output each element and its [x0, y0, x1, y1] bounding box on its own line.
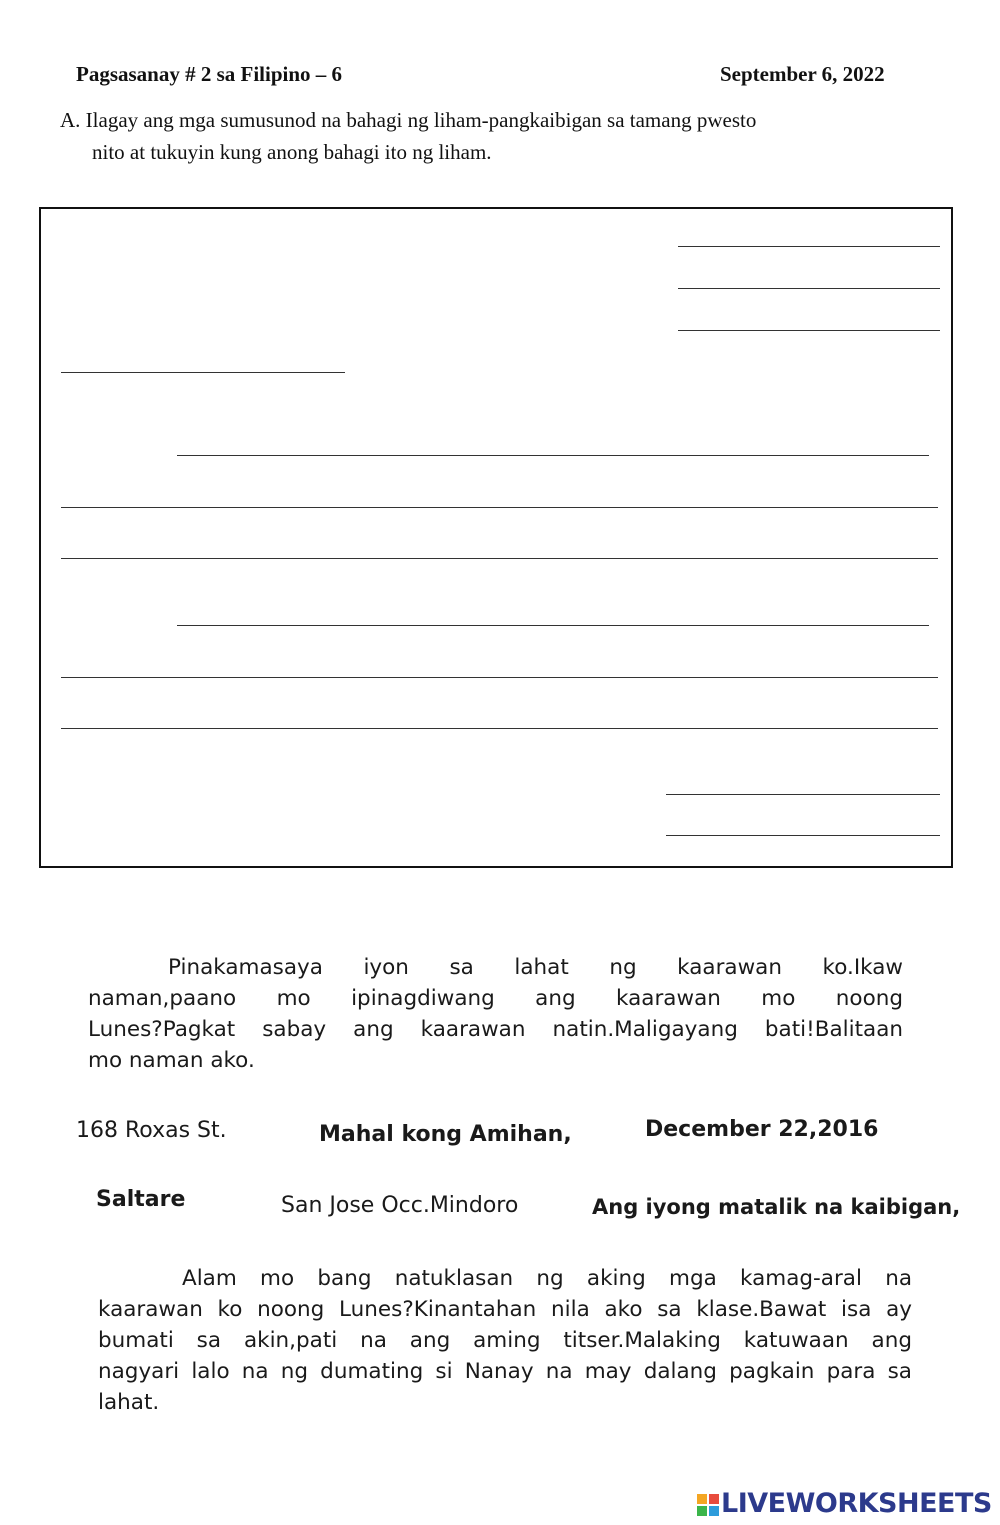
choice-letter-date[interactable]: December 22,2016 [645, 1117, 879, 1142]
body-paragraph-2-line-3[interactable] [61, 728, 938, 729]
body-paragraph-2-line-2[interactable] [61, 677, 938, 678]
signature-blank[interactable] [666, 835, 940, 836]
story-paragraph-line: lahat. [98, 1390, 160, 1415]
body-paragraph-1-line-2[interactable] [61, 507, 938, 508]
logo-square-icon [709, 1506, 719, 1516]
reply-paragraph-line: naman,paano mo ipinagdiwang ang kaarawan mo noong [88, 986, 903, 1011]
heading-date-blank[interactable] [678, 330, 940, 331]
story-paragraph-line: Alam mo bang natuklasan ng aking mga kamag-aral na [182, 1266, 912, 1291]
choice-reply-paragraph[interactable] [88, 952, 903, 1076]
logo-square-icon [697, 1494, 707, 1504]
choice-signature[interactable]: Saltare [96, 1187, 186, 1212]
logo-square-icon [697, 1506, 707, 1516]
instruction-line-2: nito at tukuyin kung anong bahagi ito ng liham. [92, 140, 492, 164]
closing-blank[interactable] [666, 794, 940, 795]
heading-street-blank[interactable] [678, 246, 940, 247]
choice-greeting[interactable]: Mahal kong Amihan, [319, 1122, 572, 1147]
logo-mark-icon [697, 1494, 719, 1516]
reply-paragraph-line: Pinakamasaya iyon sa lahat ng kaarawan ko.Ikaw [168, 955, 903, 980]
body-paragraph-1-line-1[interactable] [177, 455, 929, 456]
worksheet-title: Pagsasanay # 2 sa Filipino – 6 [76, 62, 343, 86]
body-paragraph-1-line-3[interactable] [61, 558, 938, 559]
choice-street[interactable]: 168 Roxas St. [76, 1118, 227, 1143]
letter-answer-box [39, 207, 953, 868]
instruction-line-1: A. Ilagay ang mga sumusunod na bahagi ng liham-pangkaibigan sa tamang pwesto [60, 108, 757, 132]
worksheet-date: September 6, 2022 [720, 62, 885, 86]
choice-closing[interactable]: Ang iyong matalik na kaibigan, [592, 1195, 961, 1219]
logo-square-icon [709, 1494, 719, 1504]
greeting-blank[interactable] [61, 372, 345, 373]
story-paragraph-line: bumati sa akin,pati na ang aming titser.Malaking katuwaan ang [98, 1328, 912, 1353]
choice-city[interactable]: San Jose Occ.Mindoro [281, 1193, 519, 1218]
choice-story-paragraph[interactable] [98, 1263, 912, 1418]
body-paragraph-2-line-1[interactable] [177, 625, 929, 626]
reply-paragraph-line: mo naman ako. [88, 1048, 255, 1073]
story-paragraph-line: nagyari lalo na ng dumating si Nanay na may dalang pagkain para sa [98, 1359, 912, 1384]
logo-text: LIVEWORKSHEETS [721, 1488, 992, 1519]
reply-paragraph-line: Lunes?Pagkat sabay ang kaarawan natin.Maligayang bati!Balitaan [88, 1017, 903, 1042]
story-paragraph-line: kaarawan ko noong Lunes?Kinantahan nila ako sa klase.Bawat isa ay [98, 1297, 912, 1322]
heading-city-blank[interactable] [678, 288, 940, 289]
